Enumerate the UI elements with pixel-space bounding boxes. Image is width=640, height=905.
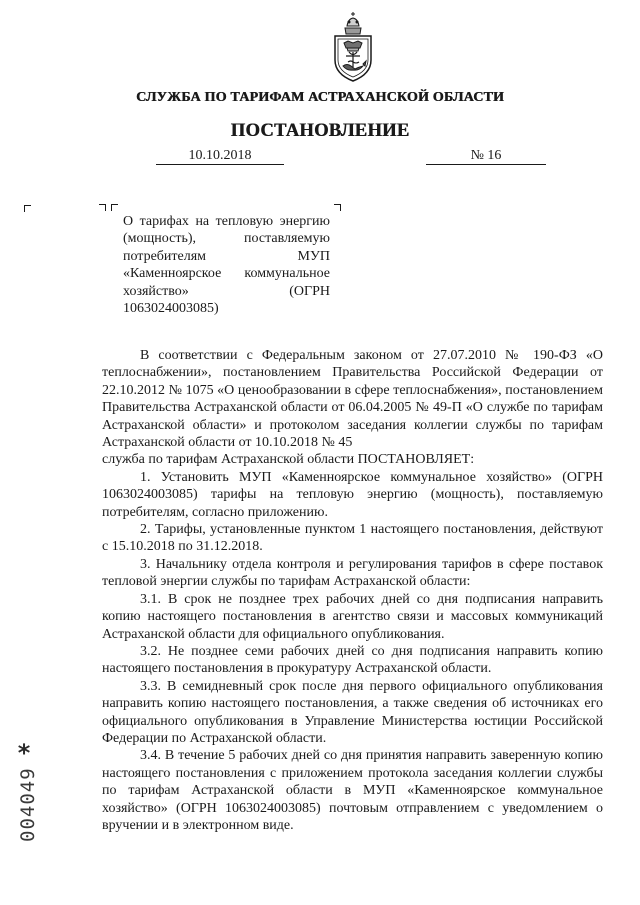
preamble: В соответствии с Федеральным законом от 27.07.2010 № 190-ФЗ «О теплоснабжении», постановлением Правительства Российской Федерации от 22.10.2012 № 1075 «О ценообразовании в сфере теплоснабжения», постановлением Правительства Астраханской области от 06.04.2005 № 49-П «О службе по тарифам Астраханской области» и протоколом заседания коллегии службы по тарифам Астраханской области от 10.10.2018 № 45	[102, 348, 603, 451]
margin-mark: *	[17, 739, 31, 767]
margin-serial-number: 004049	[17, 767, 39, 842]
clause-3-4: 3.4. В течение 5 рабочих дней со дня принятия направить заверенную копию настоящего постановления с приложением протокола заседания коллегии службы по тарифам Астраханской области в МУП «Каменноярское коммунальное хозяйство» (ОГРН 1063024003085) почтовым отправлением с уведомлением о вручении и в электронном виде.	[102, 748, 603, 833]
clause-2: 2. Тарифы, установленные пунктом 1 настоящего постановления, действуют с 15.10.2018 по 31.12.2018.	[102, 522, 603, 555]
corner-mark	[24, 205, 31, 212]
clause-1: 1. Установить МУП «Каменноярское коммунальное хозяйство» (ОГРН 1063024003085) тарифы на тепловую энергию (мощность), поставляемую потребителям, согласно приложению.	[102, 469, 603, 520]
document-number: № 16	[426, 147, 546, 165]
agency-name: СЛУЖБА ПО ТАРИФАМ АСТРАХАНСКОЙ ОБЛАСТИ	[135, 90, 505, 105]
document-date: 10.10.2018	[156, 147, 284, 165]
resolves-line: служба по тарифам Астраханской области ПОСТАНОВЛЯЕТ:	[102, 452, 475, 468]
corner-mark	[334, 204, 341, 211]
coat-of-arms-icon	[332, 10, 374, 84]
clause-3: 3. Начальнику отдела контроля и регулирования тарифов в сфере поставок тепловой энергии службы по тарифам Астраханской области:	[102, 556, 603, 590]
corner-mark	[111, 204, 118, 211]
document-subject: О тарифах на тепловую энергию (мощность), поставляемую потребителям МУП «Каменноярское коммунальное хозяйство» (ОГРН 1063024003085)	[123, 214, 330, 317]
document-type: ПОСТАНОВЛЕНИЕ	[230, 121, 410, 141]
document-body	[102, 347, 603, 834]
clause-3-2: 3.2. Не позднее семи рабочих дней со дня подписания направить копию настоящего постановления в прокуратуру Астраханской области.	[102, 643, 603, 677]
clause-3-1: 3.1. В срок не позднее трех рабочих дней со дня подписания направить копию настоящего постановления в агентство связи и массовых коммуникаций Астраханской области для официального опубликования.	[102, 591, 603, 642]
clause-3-3: 3.3. В семидневный срок после дня первого официального опубликования направить копию настоящего постановления, а также сведения об источниках его официального опубликования в Управление Министерства юстиции Российской Федерации по Астраханской области.	[102, 678, 603, 746]
corner-mark	[99, 204, 106, 211]
